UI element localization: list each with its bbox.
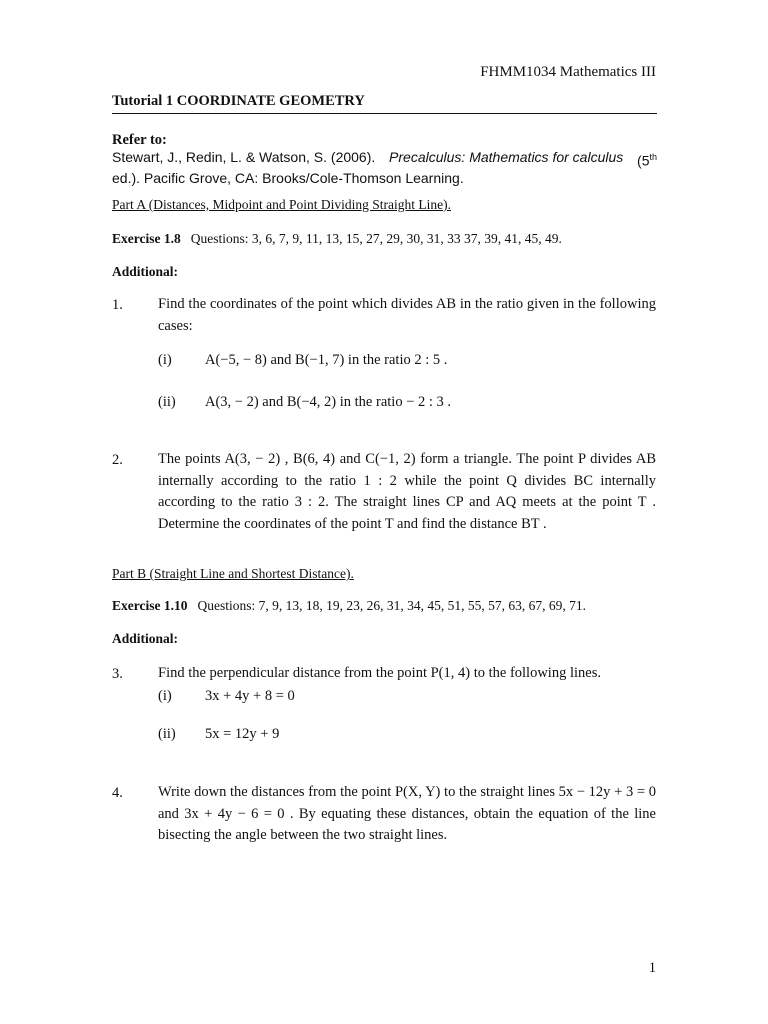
question-1-ii-math: A(3, − 2) and B(−4, 2) in the ratio − 2 : 3 . — [205, 394, 452, 410]
part-a-heading: Part A (Distances, Midpoint and Point Dividing Straight Line). — [112, 197, 451, 212]
reference-publisher: ed.). Pacific Grove, CA: Brooks/Cole-Thomson Learning. — [112, 169, 464, 186]
exercise-questions: Questions: 7, 9, 13, 18, 19, 23, 26, 31, 34, 45, 51, 55, 57, 63, 67, 69, 71. — [197, 598, 586, 613]
question-1-text: Find the coordinates of the point which divides AB in the ratio given in the following cases: — [158, 296, 656, 334]
tutorial-title: Tutorial 1 COORDINATE GEOMETRY — [112, 93, 365, 109]
page-number: 1 — [648, 960, 656, 976]
exercise-label: Exercise 1.10 — [112, 598, 188, 613]
exercise-1-10 — [112, 598, 586, 614]
additional-label: Additional: — [112, 264, 179, 279]
reference-citation — [112, 149, 657, 187]
exercise-1-8 — [112, 231, 562, 247]
reference-book-title: Precalculus: Mathematics for calculus — [389, 149, 624, 165]
sub-question-label: (ii) — [158, 394, 176, 410]
sub-question-label: (i) — [158, 688, 172, 704]
sub-question-label: (i) — [158, 352, 172, 368]
refer-to-label: Refer to: — [112, 132, 167, 148]
title-divider — [112, 113, 657, 114]
question-3-ii-math: 5x = 12y + 9 — [205, 726, 280, 742]
exercise-label: Exercise 1.8 — [112, 231, 181, 246]
reference-edition: (5th — [637, 152, 657, 169]
reference-authors: Stewart, J., Redin, L. & Watson, S. (2006). — [112, 149, 376, 165]
question-number: 2. — [112, 452, 123, 468]
question-2-text: The points A(3, − 2) , B(6, 4) and C(−1, 2) form a triangle. The point P divides AB internally according to the ratio 1 : 2 while the point Q divides BC internally according to the ratio 3 : 2. The straight lines CP and AQ meets at the point T . Determine the coordinates of the point T and find the distance BT . — [158, 451, 656, 532]
course-header: FHMM1034 Mathematics III — [480, 64, 656, 80]
additional-label: Additional: — [112, 631, 179, 646]
question-3-i-math: 3x + 4y + 8 = 0 — [205, 688, 295, 704]
part-b-heading: Part B (Straight Line and Shortest Distance). — [112, 566, 354, 581]
question-number: 3. — [112, 666, 123, 682]
question-number: 1. — [112, 297, 123, 313]
question-number: 4. — [112, 785, 123, 801]
exercise-questions: Questions: 3, 6, 7, 9, 11, 13, 15, 27, 29, 30, 31, 33 37, 39, 41, 45, 49. — [190, 231, 562, 246]
question-4-text: Write down the distances from the point P(X, Y) to the straight lines 5x − 12y + 3 = 0 and 3x + 4y − 6 = 0 . By equating these distances, obtain the equation of the line bisecting the angle between the two straight lines. — [158, 784, 656, 843]
question-3-text: Find the perpendicular distance from the point P(1, 4) to the following lines. — [158, 665, 601, 681]
question-1-i-math: A(−5, − 8) and B(−1, 7) in the ratio 2 : 5 . — [205, 352, 448, 368]
sub-question-label: (ii) — [158, 726, 176, 742]
